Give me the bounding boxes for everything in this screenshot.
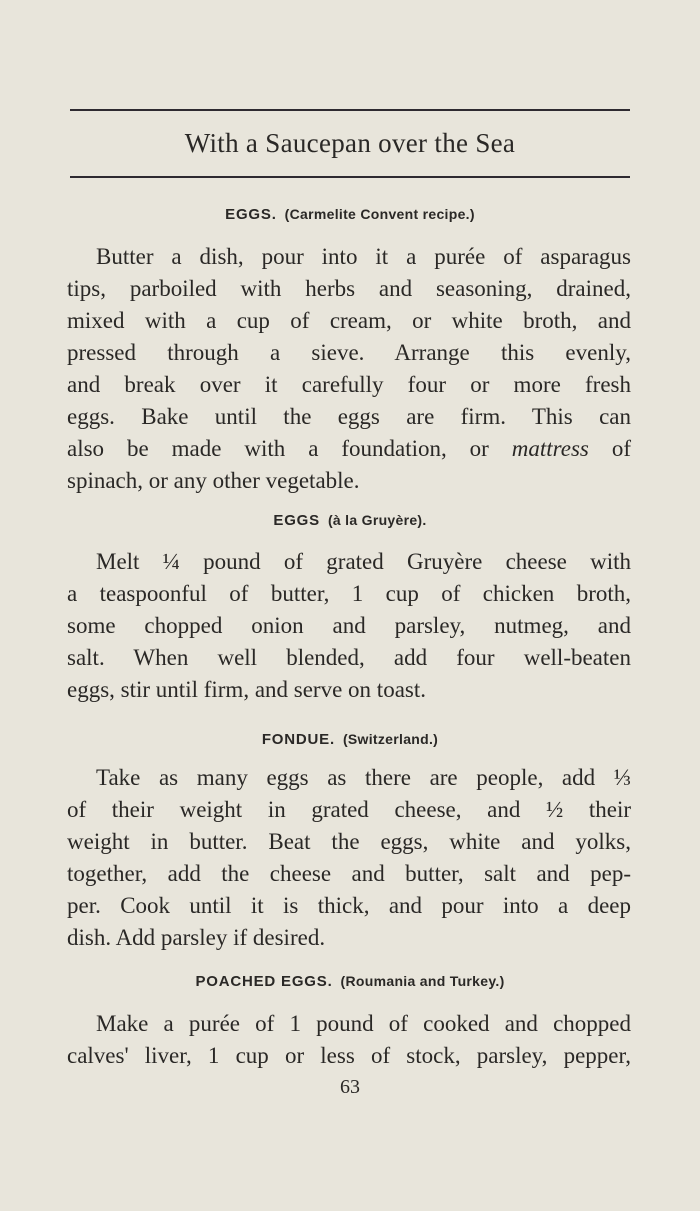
text-line: salt. When well blended, add four well-beaten — [67, 645, 631, 670]
text-line: Melt ¼ pound of grated Gruyère cheese with — [96, 549, 631, 574]
recipe-title: EGGS — [273, 512, 320, 529]
recipe-subtitle: (Roumania and Turkey.) — [340, 973, 505, 989]
text-line: spinach, or any other vegetable. — [67, 468, 360, 493]
text-line: eggs, stir until firm, and serve on toast. — [67, 677, 426, 702]
text-line: also be made with a foundation, or mattress of — [67, 436, 631, 461]
text-line: dish. Add parsley if desired. — [67, 925, 326, 950]
text-line: Butter a dish, pour into it a purée of asparagus — [96, 244, 631, 269]
text-line: Make a purée of 1 pound of cooked and chopped — [96, 1011, 631, 1036]
header-rule-bottom — [70, 176, 630, 178]
recipe-title: EGGS. — [225, 206, 277, 223]
recipe-heading — [0, 206, 700, 223]
text-line: together, add the cheese and butter, salt and pep- — [67, 861, 631, 886]
text-line: per. Cook until it is thick, and pour into a deep — [67, 893, 631, 918]
text-line: and break over it carefully four or more fresh — [67, 372, 631, 397]
header-rule-top — [70, 109, 630, 111]
recipe-heading — [0, 973, 700, 990]
recipe-subtitle: (à la Gruyère). — [327, 512, 427, 528]
text-line: a teaspoonful of butter, 1 cup of chicken broth, — [67, 581, 631, 606]
recipe-title: FONDUE. — [261, 731, 335, 748]
recipe-title: POACHED EGGS. — [195, 973, 333, 990]
recipe-text — [67, 1008, 631, 1072]
text-line: Take as many eggs as there are people, add ⅓ — [96, 765, 631, 790]
text-line: mixed with a cup of cream, or white broth, and — [67, 308, 631, 333]
recipe-heading — [0, 731, 700, 748]
recipe-subtitle: (Switzerland.) — [342, 731, 439, 747]
text-line: weight in butter. Beat the eggs, white and yolks, — [67, 829, 631, 854]
text-line: eggs. Bake until the eggs are firm. This can — [67, 404, 631, 429]
text-line: some chopped onion and parsley, nutmeg, and — [67, 613, 631, 638]
text-line: pressed through a sieve. Arrange this evenly, — [67, 340, 631, 365]
recipe-text — [67, 241, 631, 497]
text-line: calves' liver, 1 cup or less of stock, parsley, pepper, — [67, 1043, 631, 1068]
recipe-subtitle: (Carmelite Convent recipe.) — [284, 206, 475, 222]
recipe-text — [67, 762, 631, 954]
text-line: tips, parboiled with herbs and seasoning, drained, — [67, 276, 631, 301]
recipe-text — [67, 546, 631, 706]
text-line: of their weight in grated cheese, and ½ their — [67, 797, 631, 822]
recipe-heading — [0, 512, 700, 529]
running-head: With a Saucepan over the Sea — [184, 128, 516, 158]
page-number: 63 — [340, 1076, 360, 1098]
